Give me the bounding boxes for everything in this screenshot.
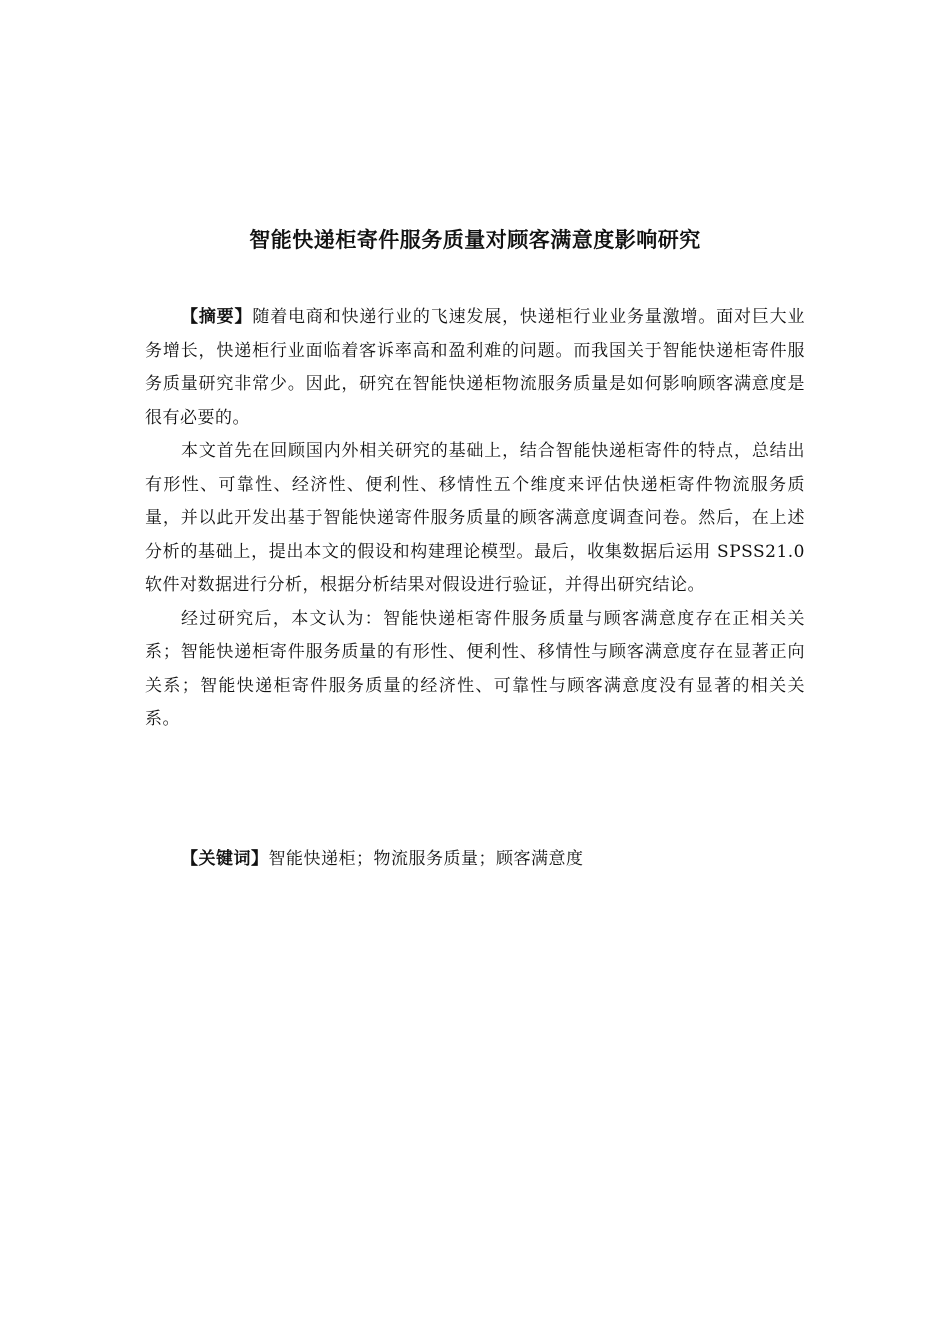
keywords-label: 【关键词】 [181, 849, 269, 869]
keywords-text: 智能快递柜；物流服务质量；顾客满意度 [268, 849, 584, 869]
keywords-line [145, 843, 805, 877]
document-title: 智能快递柜寄件服务质量对顾客满意度影响研究 [249, 228, 701, 252]
abstract-paragraph-2: 本文首先在回顾国内外相关研究的基础上，结合智能快递柜寄件的特点，总结出有形性、可靠性、经济性、便利性、移情性五个维度来评估快递柜寄件物流服务质量，并以此开发出基于智能快递寄件服务质量的顾客满意度调查问卷。然后，在上述分析的基础上，提出本文的假设和构建理论模型。最后，收集数据后运用 SPSS21.0 软件对数据进行分析，根据分析结果对假设进行验证，并得出研究结论。 [145, 441, 805, 595]
abstract-section [145, 301, 805, 737]
abstract-paragraph-1 [145, 301, 805, 435]
abstract-label: 【摘要】 [181, 307, 253, 327]
abstract-paragraph-3: 经过研究后，本文认为：智能快递柜寄件服务质量与顾客满意度存在正相关关系；智能快递柜寄件服务质量的有形性、便利性、移情性与顾客满意度存在显著正向关系；智能快递柜寄件服务质量的经济性、可靠性与顾客满意度没有显著的相关关系。 [145, 608, 805, 729]
abstract-paragraph-1-text: 随着电商和快递行业的飞速发展，快递柜行业业务量激增。面对巨大业务增长，快递柜行业面临着客诉率高和盈利难的问题。而我国关于智能快递柜寄件服务质量研究非常少。因此，研究在智能快递柜物流服务质量是如何影响顾客满意度是很有必要的。 [145, 307, 806, 428]
